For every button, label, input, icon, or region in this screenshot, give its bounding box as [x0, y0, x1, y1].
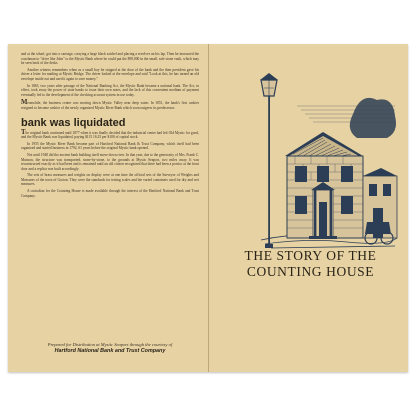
brochure-spread [8, 44, 408, 372]
door-icon [319, 202, 327, 238]
paragraph-liquidated [21, 128, 199, 140]
tree-icon [350, 98, 396, 138]
paragraph-6: The sets of brass measures and weights on display were at one time the official sets of the Surveyor of Weights and Measures of the town of Groton. They were the standards for testing scales and the varied containers used for dry and wet measures. [21, 173, 199, 187]
footer-bank-name: Hartford National Bank and Trust Company [54, 348, 166, 354]
carriage-icon [365, 222, 393, 244]
dropcap-t: T [21, 128, 26, 136]
brochure-title [213, 248, 408, 280]
paragraph-4: In 1955 the Mystic River Bank became part of Hartford National Bank & Trust Company, which itself had been organized and started business in 1792, 61 years before the original Mystic bank opened. [21, 141, 199, 151]
paragraph-3: In 1865, two years after passage of the National Banking Act, the Mystic Bank became a national bank. The Act, in effect, took away the power of state banks to issue their own notes, and the lack of this convenient medium of payment eventually led to the development of the checking account system in use today. [21, 83, 199, 97]
right-page [213, 44, 408, 372]
paragraph-liquidated-text: he original bank continued until 1877 when it was finally decided that the industrial center had left Old Mystic for good, and the Mystic Bank was liquidated, paying $115 16.25 per $100 of capital stock. [21, 130, 199, 140]
dropcap-m: M [21, 99, 28, 107]
left-page [21, 52, 199, 366]
paragraph-2: Another witness remembers when as a small boy he stopped at the door of the bank and the then president gave his driver a letter for mailing at Mystic Bridge. The driver looked at the envelope and said "Look at this, he has turned an old envelope inside out and used it again to save money." [21, 67, 199, 81]
paragraph-meanwhile-text: eanwhile, the business center was moving down Mystic Valley near deep water. In 1851, the bank's first cashier resigned to become cashier of the newly organized Mystic River Bank which soon outgrew its predecessor. [21, 101, 199, 110]
paragraph-1: and at the wharf, got into a carriage, carrying a large black satchel and placing a revolver on his lap. Then he instructed the coachman to "drive like John" to the Mystic Bank where he could put the $90,000 in the small, safe stone vault, which may be seen back of the desks. [21, 52, 199, 66]
paragraph-meanwhile [21, 101, 199, 110]
footer-courtesy-line: Prepared for Distribution at Mystic Seaport through the courtesy of [47, 342, 173, 347]
distribution-footer [21, 342, 199, 355]
paragraph-7: A custodian for the Counting House is made available through the interest of the Hartford National Bank and Trust Company. [21, 189, 199, 198]
paragraph-5: Not until 1948 did the ancient bank building itself move down river. In that year, due to the generosity of Mrs. Frank C. Munson, the structure was transported, stone-by-stone, to the grounds at Mystic Seaport, two miles away. It was reconstructed exactly as it had been and is remained until an old citizen recognized that there had been a portico at the front door and a replica was built accordingly. [21, 152, 199, 171]
building-icon [285, 132, 363, 239]
section-heading: bank was liquidated [21, 116, 126, 129]
title-line-2: COUNTING HOUSE [246, 264, 375, 279]
center-fold [208, 44, 209, 372]
street-lamp-icon [260, 73, 278, 248]
counting-house-illustration [257, 72, 399, 254]
title-line-1: THE STORY OF THE [244, 248, 377, 263]
